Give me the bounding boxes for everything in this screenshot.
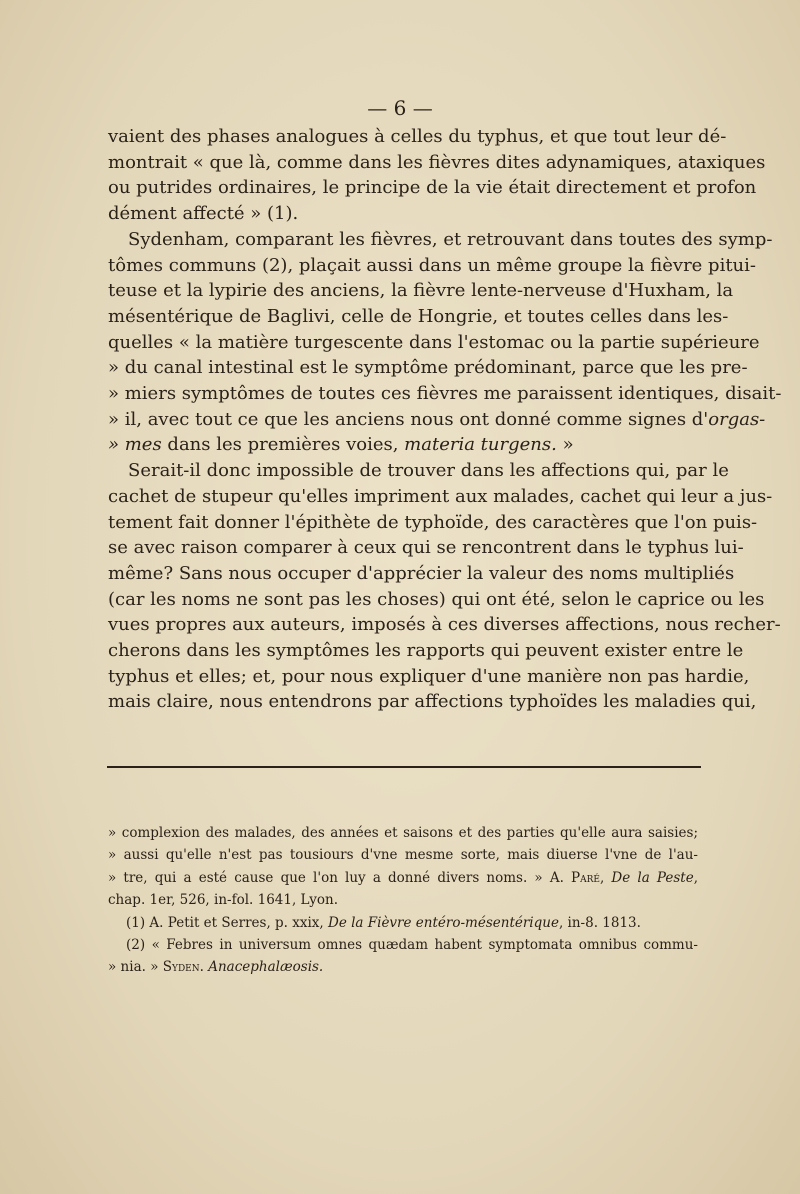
text-line: typhus et elles; et, pour nous expliquer d'une manière non pas hardie, [108,665,750,687]
main-text [108,124,782,715]
text-line: dément affecté » (1). [108,203,299,225]
footnote-line [108,956,698,978]
author-name: Paré [571,869,600,886]
text-line: tômes communs (2), plaçait aussi dans un même groupe la fièvre pitui- [108,254,756,276]
italic-segment: » mes [108,434,162,456]
text-line: » du canal intestinal est le symptôme prédominant, parce que les pre- [108,357,748,379]
text-line: se avec raison comparer à ceux qui se rencontrent dans le typhus lui- [108,537,744,559]
footnote-2: (2) « Febres in universum omnes quædam habent symptomata omnibus commu- [126,937,698,954]
footnote-line: » complexion des malades, des années et saisons et des parties qu'elle aura saisies; [108,825,698,841]
text-line [108,432,700,458]
text-line: Sydenham, comparant les fièvres, et retrouvant dans toutes des symp- [128,228,773,250]
text-line: (car les noms ne sont pas les choses) qui ont été, selon le caprice ou les [108,588,765,610]
text-line [108,407,766,433]
footnote-line: chap. 1er, 526, in-fol. 1641, Lyon. [108,892,339,909]
text-segment: , [599,869,612,886]
text-line: quelles « la matière turgescente dans l'estomac ou la partie supérieure [108,331,760,353]
text-segment: » [556,434,574,456]
text-segment: » il, avec tout ce que les anciens nous ont donné comme signes d' [108,408,709,430]
text-line: cachet de stupeur qu'elles impriment aux malades, cachet qui leur a jus- [108,485,773,507]
footnote-line: » aussi qu'elle n'est pas tousiours d'vne mesme sorte, mais diuerse l'vne de l'au- [108,847,698,864]
text-segment: , [693,869,699,886]
footnote-line [108,867,698,889]
italic-segment: Anacephalæosis. [203,959,324,976]
text-line: tement fait donner l'épithète de typhoïde, des caractères que l'on puis- [108,511,758,533]
text-line: mésentérique de Baglivi, celle de Hongrie, et toutes celles dans les- [108,305,729,327]
footnote-1 [108,912,698,934]
text-segment: dans les premières voies, [161,434,405,456]
italic-segment: De la Fièvre entéro-mésentérique [328,914,559,931]
text-line: » miers symptômes de toutes ces fièvres me paraissent identiques, disait- [108,383,782,405]
text-segment: » tre, qui a esté cause que l'on luy a donné divers noms. » A. [108,869,572,886]
text-line: vues propres aux auteurs, imposés à ces diverses affections, nous recher- [108,614,781,636]
page-number: — 6 — [367,96,433,120]
text-line: cherons dans les symptômes les rapports qui peuvent exister entre le [108,640,744,662]
italic-segment: De la Peste [611,869,694,886]
text-line: Serait-il donc impossible de trouver dans les affections qui, par le [128,460,729,482]
text-line: ou putrides ordinaires, le principe de la vie était directement et profon [108,177,757,199]
footnotes [108,822,698,979]
italic-segment: orgas- [708,408,766,430]
text-segment: , in-8. 1813. [558,914,641,931]
footnote-rule [107,766,701,768]
text-line: vaient des phases analogues à celles du typhus, et que tout leur dé- [108,126,727,147]
text-line: même? Sans nous occuper d'apprécier la valeur des noms multipliés [108,562,735,584]
text-line: mais claire, nous entendrons par affections typhoïdes les maladies qui, [108,691,757,713]
text-segment: » nia. » [108,959,163,976]
text-line: montrait « que là, comme dans les fièvres dites adynamiques, ataxiques [108,151,766,173]
author-name: Syden. [162,959,204,976]
italic-segment: materia turgens. [404,434,557,456]
text-segment: (1) A. Petit et Serres, p. xxix, [126,914,328,931]
text-line: teuse et la lypirie des anciens, la fièvre lente-nerveuse d'Huxham, la [108,280,734,302]
